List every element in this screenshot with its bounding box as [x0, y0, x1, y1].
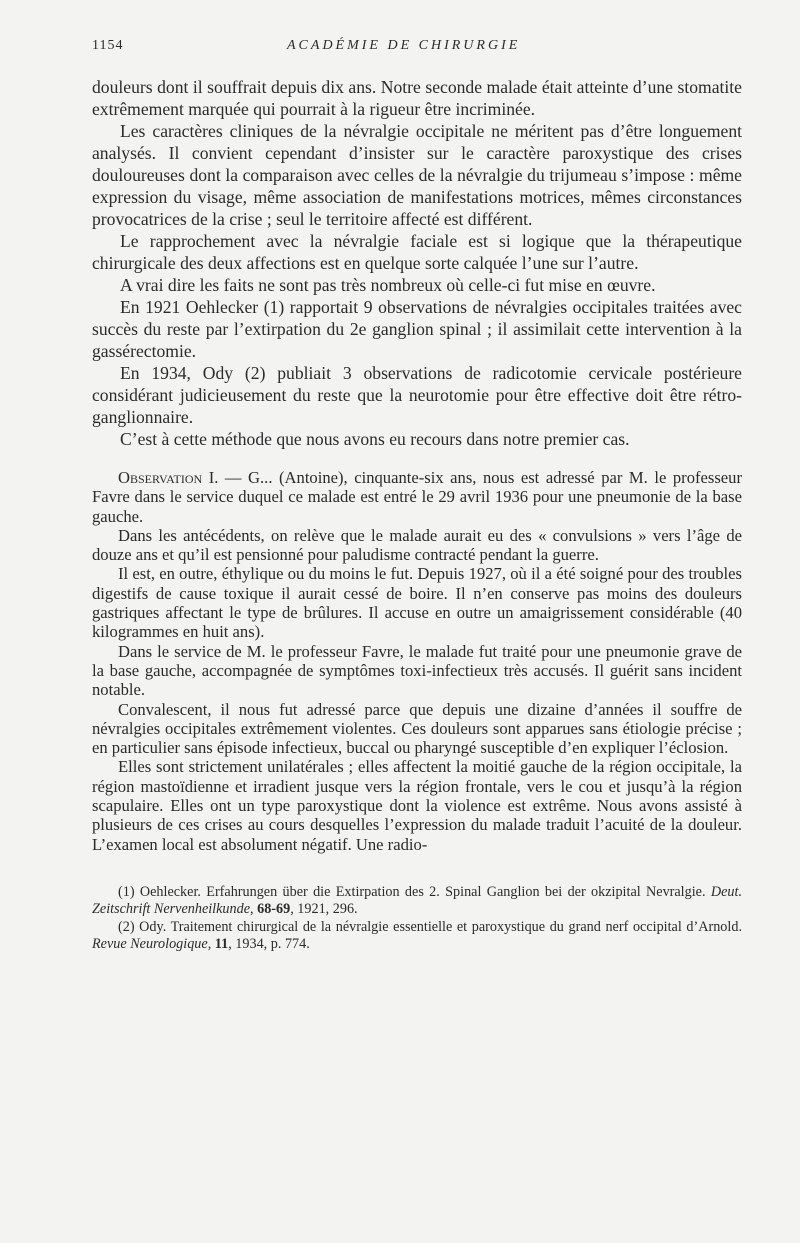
page-number: 1154 — [92, 38, 124, 53]
footnote-journal: Revue Neurologique — [92, 936, 208, 953]
footnote-journal: Deut. Zeitschrift Nervenheilkunde — [92, 883, 742, 918]
observation-paragraph — [92, 468, 742, 526]
paragraph: C’est à cette méthode que nous avons eu recours dans notre premier cas. — [120, 429, 630, 449]
paragraph: Elles sont strictement unilatérales ; elles affectent la moitié gauche de la région occipitale, la région mastoïdienne et irradient jusque vers la région frontale, vers le cou et jusqu’à la région scapulaire. Elles ont un type paroxystique dont la violence est extrême. Nous avons assisté à plusieurs de ces crises au cours desquelles l’expression du malade traduit l’acuité de la douleur. L’examen local est absolument négatif. Une radio- — [92, 757, 742, 854]
paragraph: En 1934, Ody (2) publiait 3 observations de radicotomie cervicale postérieure considérant judicieusement du reste que la neurotomie pour être effective doit être rétro-ganglionnaire. — [92, 363, 742, 427]
footnote-sep: , — [250, 901, 258, 918]
footnote-volume: 11 — [214, 936, 229, 953]
paragraph: Dans le service de M. le professeur Favre, le malade fut traité pour une pneumonie grave de la base gauche, accompagnée de symptômes toxi-infectieux très accusés. Il guérit sans incident notable. — [92, 641, 742, 700]
paragraph: douleurs dont il souffrait depuis dix ans. Notre seconde malade était atteinte d’une stomatite extrêmement marquée qui pourrait à la rigueur être incriminée. — [92, 77, 742, 119]
observation-section — [92, 468, 742, 854]
paragraph: A vrai dire les faits ne sont pas très nombreux où celle-ci fut mise en œuvre. — [120, 275, 656, 295]
observation-text: — G... (Antoine), cinquante-six ans, nous est adressé par M. le professeur Favre dans le service duquel ce malade est entré le 29 avril 1936 pour une pneumonie de la base gauche. — [92, 468, 742, 526]
footnote-text: (1) Oehlecker. Erfahrungen über die Extirpation des 2. Spinal Ganglion bei der okzipital Nevralgie. — [118, 883, 711, 900]
footnote-text: , 1934, p. 774. — [228, 936, 310, 953]
footnote-1 — [92, 884, 742, 919]
observation-label: Observation I. — [118, 468, 219, 487]
body-text — [92, 76, 742, 450]
footnote-text: , 1921, 296. — [290, 901, 358, 918]
paragraph: Le rapprochement avec la névralgie faciale est si logique que la thérapeutique chirurgicale des deux affections est en quelque sorte calquée l’une sur l’autre. — [92, 231, 742, 273]
footnote-volume: 68-69 — [257, 901, 291, 918]
paragraph: Les caractères cliniques de la névralgie occipitale ne méritent pas d’être longuement analysés. Il convient cependant d’insister sur le caractère paroxystique des crises douloureuses dont la comparaison avec celles de la névralgie du trijumeau s’impose : même expression du visage, même association de manifestations motrices, mêmes circonstances provocatrices de la crise ; seul le territoire affecté est différent. — [92, 121, 742, 229]
page-header — [92, 30, 742, 60]
footnote-2 — [92, 919, 742, 954]
footnote-sep: , — [207, 936, 215, 953]
footnotes — [92, 884, 742, 954]
running-title: ACADÉMIE DE CHIRURGIE — [287, 38, 521, 53]
paragraph: En 1921 Oehlecker (1) rapportait 9 observations de névralgies occipitales traitées avec succès du reste par l’extirpation du 2e ganglion spinal ; il assimilait cette intervention à la gassérectomie. — [92, 297, 742, 361]
paragraph: Dans les antécédents, on relève que le malade aurait eu des « convulsions » vers l’âge de douze ans et qu’il est pensionné pour paludisme contracté pendant la guerre. — [92, 525, 742, 565]
paragraph: Convalescent, il nous fut adressé parce que depuis une dizaine d’années il souffre de névralgies occipitales extrêmement violentes. Ces douleurs sont apparues sans étiologie précise ; en particulier sans épisode infectieux, buccal ou pharyngé susceptible d’en expliquer l’éclosion. — [92, 699, 742, 758]
paragraph: Il est, en outre, éthylique ou du moins le fut. Depuis 1927, où il a été soigné pour des troubles digestifs de cause toxique il aurait cessé de boire. Il n’en conserve pas moins des douleurs gastriques affectant le type de brûlures. Il accuse en outre un amaigrissement considérable (40 kilogrammes en huit ans). — [92, 564, 742, 642]
footnote-text: (2) Ody. Traitement chirurgical de la névralgie essentielle et paroxystique du grand nerf occipital d’Arnold. — [118, 918, 742, 935]
page — [92, 30, 742, 954]
